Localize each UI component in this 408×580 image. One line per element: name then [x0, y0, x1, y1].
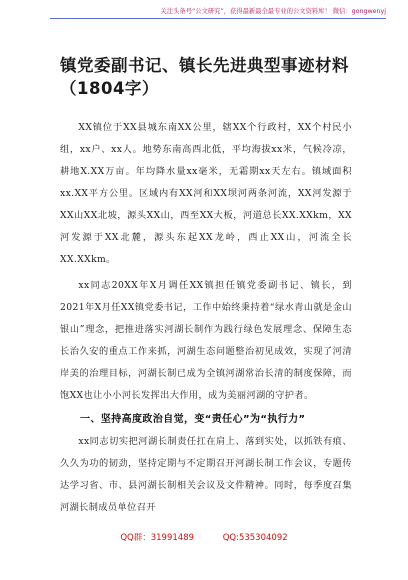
- document-title: 镇党委副书记、镇长先进典型事迹材料（1804字）: [60, 56, 349, 98]
- section-heading: 一、坚持高度政治自觉，变“责任心”为“执行力”: [80, 414, 306, 425]
- footer-qq-group: QQ群：31991489: [120, 533, 195, 543]
- header-banner: 关注头条号“公文研究”，获得最新最全最专业的公文资料库！ 微信：gongwenyj: [50, 6, 386, 19]
- footer-contacts: [0, 531, 408, 543]
- paragraph-2: xx同志20XX年X月调任XX镇担任镇党委副书记、镇长，到2021年X月任XX镇党委书记，工作中始终秉持着“绿水青山就是金山银山”理念，把推进落实河湖长制作为践行绿色发展理念、保障生态长治久安的重点工作来抓，河湖生态问题整治初见成效，实现了河清岸美的治理目标，河湖长制已成为全镇河湖常治长清的制度保障，而饱XX也让小小河长发挥出大作用，成为美丽河湖的守护者。: [60, 280, 352, 401]
- paragraph-3: xx同志切实把河湖长制责任扛在肩上、落到实处，以抓铁有痕、久久为功的韧劲，坚持定期与不定期召开河湖长制工作会议，专题传达学习省、市、县河湖长制相关会议及文件精神。同时，每季度召集河湖长制成员单位召开: [60, 436, 352, 513]
- paragraph-1: XX镇位于XX县城东南XX公里，辖XX个行政村，XX个村民小组，xx户、xx人。地势东南高西北低，平均海拔xx米，气候冷凉，耕地X.XX万亩。年均降水量xx毫米，无霜期xx天左右。镇域面积xx.XX平方公里。区域内有XX河和XX坝河两条河流，XX河发源于XX山XX北坡，源头XX山，西至XX大板，河道总长XX.XXkm，XX河发源于XX北麓，源头东起XX龙岭，西止XX山，河流全长XX.XXkm。: [60, 122, 352, 265]
- document-body: [60, 117, 352, 519]
- footer-qq: QQ:535304092: [222, 533, 288, 543]
